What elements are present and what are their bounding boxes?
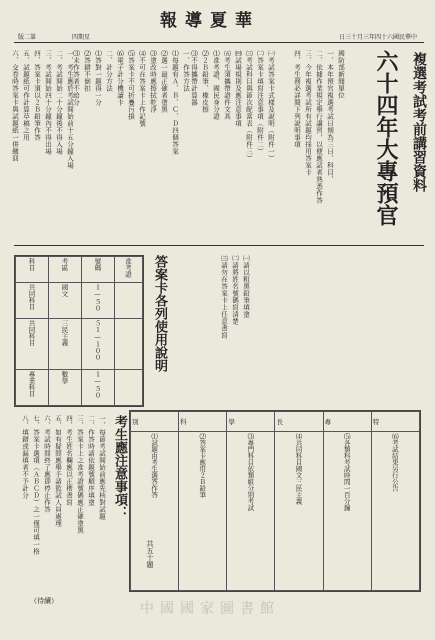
attention-item: 八、填錯或漏填者不予計分 bbox=[21, 415, 29, 499]
note-line: ㈢考試科目與節次配當表（附件三） bbox=[245, 50, 253, 162]
method-line: ⑸答案卡不可折疊污損 bbox=[127, 50, 135, 120]
attention-item: 一、每節考試開始前應先核對試題 bbox=[98, 415, 106, 520]
rule-line: 四、答案卡須以２Ｂ鉛筆作答 bbox=[33, 50, 41, 141]
method-line: ⑷不可在答案卡上作記號 bbox=[138, 50, 146, 127]
schedule-header: 特 bbox=[371, 412, 419, 432]
method-line: ⑴每題有Ａ、Ｂ、Ｃ、Ｄ四個答案 bbox=[171, 50, 179, 155]
rule-line: 二、考試開始二十分鐘後不得入場 bbox=[55, 50, 63, 155]
method-line: ⑴答對一題得一分 bbox=[94, 50, 102, 106]
attention-item: 四、考生姓名欄應以正楷書寫 bbox=[65, 415, 73, 506]
schedule-row: ⑴試題由考生選答作答 bbox=[131, 432, 179, 591]
schedule-header: 科 bbox=[179, 412, 227, 432]
card-table bbox=[14, 255, 144, 407]
method-line: ⑵答錯不倒扣 bbox=[83, 50, 91, 92]
exam-rules bbox=[11, 50, 74, 240]
note-line: ㈣試場規則及應注意事項 bbox=[234, 50, 242, 127]
card-cell: １—５０ bbox=[82, 283, 115, 319]
method-line: 二、計分方法 bbox=[105, 50, 113, 92]
note-line: ㈡答案卡填寫注意事項（附件二） bbox=[256, 50, 264, 155]
rule-line: 三、考試開始四十分鐘內不得出場 bbox=[44, 50, 52, 155]
card-header: 考區 bbox=[49, 257, 82, 283]
page-header bbox=[0, 0, 435, 40]
article-title: 六十四年大專預官 bbox=[373, 50, 399, 226]
attention-item: 七、答案卡選項（ＡＢＣＤ）之一僅可填一格 bbox=[32, 415, 40, 555]
library-watermark: 中國國家圖書館 bbox=[140, 601, 280, 617]
card-cell: １—５０ bbox=[82, 370, 115, 406]
note-line: ⑶不得攜帶計算器 bbox=[190, 50, 198, 106]
card-header: 准考證 bbox=[115, 257, 143, 283]
method-line: 一、作答方法 bbox=[182, 50, 190, 92]
schedule-header: 專 bbox=[323, 412, 371, 432]
schedule-row: ⑹考試結果另行公告 bbox=[371, 432, 419, 591]
schedule-row: ⑶專門科目依類組分別考試 bbox=[227, 432, 275, 591]
method-line: ⑶未作答者不給分 bbox=[72, 50, 80, 106]
card-cell: 共同科目 bbox=[16, 319, 49, 370]
rule-line: 五、試題紙可作計算草稿之用 bbox=[22, 50, 30, 141]
method-line: ⑵選一最正確者塗黑 bbox=[160, 50, 168, 113]
note-line: ㈤考生須攜帶證件文具 bbox=[223, 50, 231, 120]
continued-label: （待續） bbox=[30, 597, 58, 605]
intro-line: 國防部新聞單位 bbox=[337, 50, 345, 99]
card-section-title: 答案卡各列使用說明 bbox=[152, 255, 167, 372]
card-header: 科目 bbox=[16, 257, 49, 283]
intro-line: 四、考生務必詳閱下列說明事項 bbox=[293, 50, 301, 148]
schedule-table bbox=[129, 410, 421, 592]
intro-line: 二、依據作業規定舉行講習，以便應試者熟悉作答 bbox=[315, 50, 323, 204]
schedule-header: 學 bbox=[227, 412, 275, 432]
card-notes bbox=[180, 255, 250, 405]
article-intro bbox=[285, 50, 345, 240]
schedule-row: ⑸各類科考試時間一百分鐘 bbox=[323, 432, 371, 591]
card-cell: 三民主義 bbox=[49, 319, 82, 370]
attention-item: 五、如有疑問應舉手請監試人員處理 bbox=[54, 415, 62, 527]
note-line: ⑵２Ｂ鉛筆、橡皮擦 bbox=[201, 50, 209, 113]
attention-items bbox=[14, 415, 106, 590]
question-count: 共五十題 bbox=[146, 540, 154, 568]
schedule-row: ⑵答案卡應用２Ｂ鉛筆 bbox=[179, 432, 227, 591]
schedule-row: ⑷共同科目國文三民主義 bbox=[275, 432, 323, 591]
masthead: 報導夏華 bbox=[160, 11, 260, 31]
edition-label: 版二第 bbox=[18, 34, 37, 41]
weekday-label: 四期星 bbox=[72, 34, 91, 41]
answer-card-notes bbox=[190, 50, 275, 240]
rule-line: 一、考生應於考試開始前十五分鐘入場 bbox=[66, 50, 74, 169]
card-note: ㈡請將姓名號碼寫清楚 bbox=[231, 255, 239, 325]
schedule-header: 長 bbox=[275, 412, 323, 432]
card-header: 號碼 bbox=[82, 257, 115, 283]
note-line: ㈠考試答案卡式樣及說明（附件一） bbox=[267, 50, 275, 162]
card-cell: ５１—１００ bbox=[82, 319, 115, 370]
intro-line: 三、今年複選考試所有試題均採用答案卡 bbox=[304, 50, 312, 176]
article-subtitle: 複選考試考前講習資料 bbox=[411, 52, 427, 192]
card-note: ㈢請勿在答案卡上任意書寫 bbox=[220, 255, 228, 339]
attention-item: 二、作答時請依題號順序填塗 bbox=[87, 415, 95, 506]
intro-line: 一、本年預官複選考試日期為三日、科目、 bbox=[326, 50, 334, 183]
card-note: ㈠請以粗黑鉛筆填塗 bbox=[242, 255, 250, 318]
method-line: ⑹電子計分機讀卡 bbox=[116, 50, 124, 106]
method-notes bbox=[72, 50, 190, 240]
attention-item: 六、考試時間終了應即停止作答 bbox=[43, 415, 51, 513]
rule-line: 六、交卷時答案卡與試題紙一併繳回 bbox=[11, 50, 19, 162]
card-cell: 國文 bbox=[49, 283, 82, 319]
method-line: ⑶塗改時應擦拭乾淨 bbox=[149, 50, 157, 113]
attention-title: 考生應注意事項： bbox=[112, 415, 127, 519]
card-cell: 共同科目 bbox=[16, 283, 49, 319]
header-rule bbox=[14, 42, 424, 43]
note-line: ⑴准考證、國民身分證 bbox=[212, 50, 220, 120]
attention-item: 三、答案卡上之准考證號碼應正確塗黑 bbox=[76, 415, 84, 534]
card-cell: 數學 bbox=[49, 370, 82, 406]
issue-date: 日三十月三年四十六國民華中 bbox=[338, 34, 417, 41]
card-cell: 專業科目 bbox=[16, 370, 49, 406]
section-rule bbox=[14, 245, 424, 246]
schedule-header: 別 bbox=[131, 412, 179, 432]
